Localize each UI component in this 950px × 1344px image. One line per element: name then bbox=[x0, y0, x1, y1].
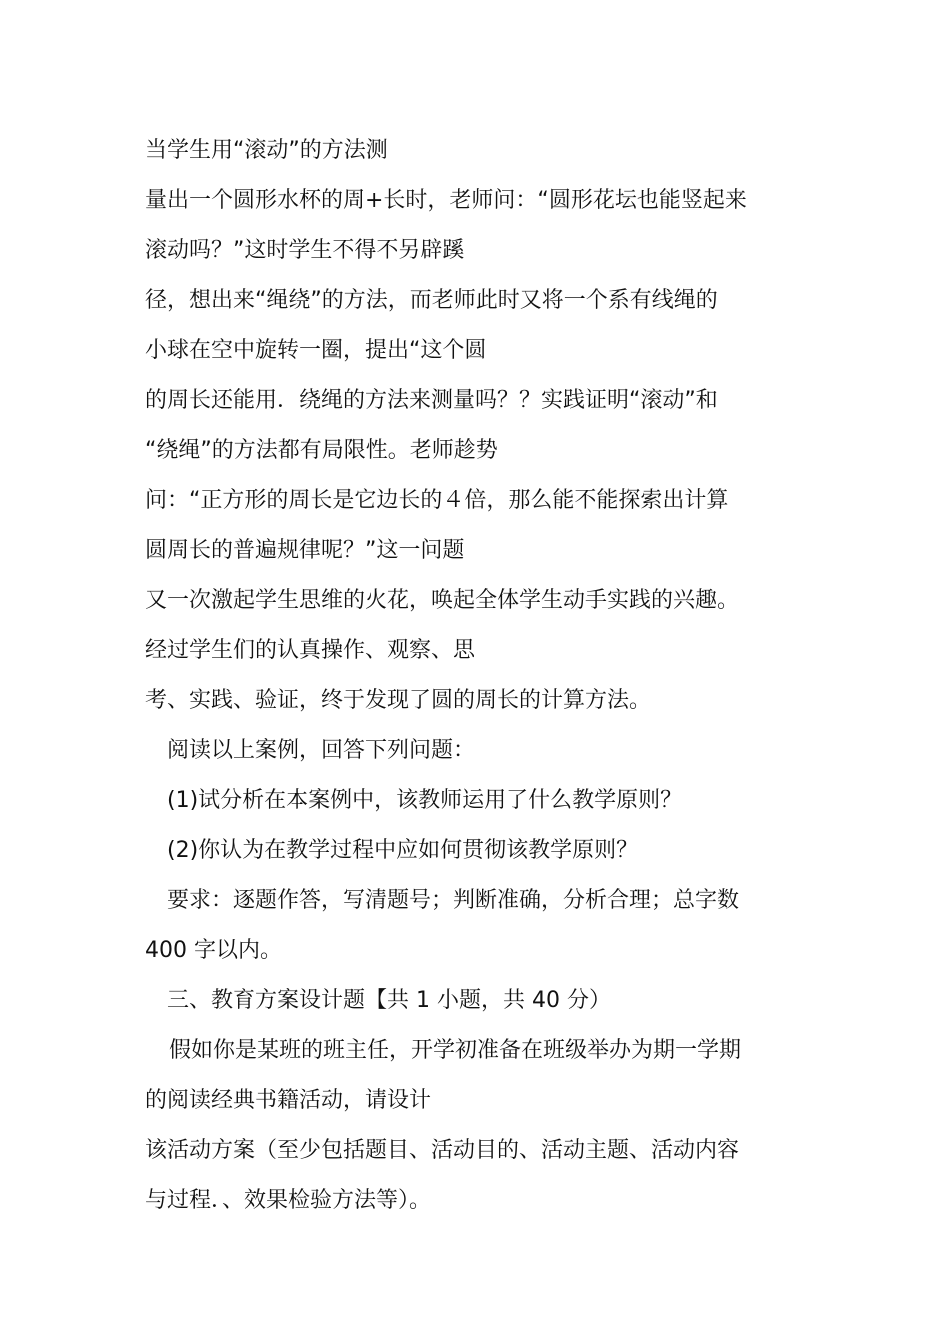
design-question-line: 与过程．、效果检验方法等）。 bbox=[145, 1188, 432, 1213]
design-question-line: 该活动方案（至少包括题目、活动目的、活动主题、活动内容 bbox=[145, 1138, 740, 1163]
answer-requirements: 要求：逐题作答，写清题号；判断准确，分析合理；总字数 bbox=[167, 888, 740, 913]
case-text-line: 的周长还能用．绕绳的方法来测量吗？？实践证明“滚动”和 bbox=[145, 388, 718, 413]
case-text-line: 圆周长的普遍规律呢？”这一问题 bbox=[145, 538, 465, 563]
document-body bbox=[145, 126, 815, 1226]
question-item-2: (2)你认为在教学过程中应如何贯彻该教学原则？ bbox=[167, 838, 639, 863]
case-text-line: 当学生用“滚动”的方法测 bbox=[145, 138, 388, 163]
case-text-line: 经过学生们的认真操作、观察、思 bbox=[145, 638, 476, 663]
design-question-line: 的阅读经典书籍活动，请设计 bbox=[145, 1088, 432, 1113]
section-heading: 三、教育方案设计题【共 1 小题，共 40 分） bbox=[167, 988, 611, 1013]
question-item-1: (1)试分析在本案例中，该教师运用了什么教学原则？ bbox=[167, 788, 683, 813]
case-text-line: 问：“正方形的周长是它边长的４倍，那么能不能探索出计算 bbox=[145, 488, 729, 513]
case-text-line: 又一次激起学生思维的火花，唤起全体学生动手实践的兴趣。 bbox=[145, 588, 740, 613]
design-question-line: 假如你是某班的班主任，开学初准备在班级举办为期一学期 bbox=[169, 1038, 742, 1063]
case-text-line: 考、实践、验证，终于发现了圆的周长的计算方法。 bbox=[145, 688, 652, 713]
case-text-line: “绕绳”的方法都有局限性。老师趁势 bbox=[145, 438, 498, 463]
case-text-line: 滚动吗？”这时学生不得不另辟蹊 bbox=[145, 238, 465, 263]
answer-requirements-cont: 400 字以内。 bbox=[145, 938, 282, 963]
question-prompt: 阅读以上案例，回答下列问题： bbox=[167, 738, 476, 763]
case-text-line: 径，想出来“绳绕”的方法，而老师此时又将一个系有线绳的 bbox=[145, 288, 718, 313]
case-text-line: 小球在空中旋转一圈，提出“这个圆 bbox=[145, 338, 487, 363]
case-text-line: 量出一个圆形水杯的周+长时，老师问：“圆形花坛也能竖起来 bbox=[145, 188, 747, 213]
